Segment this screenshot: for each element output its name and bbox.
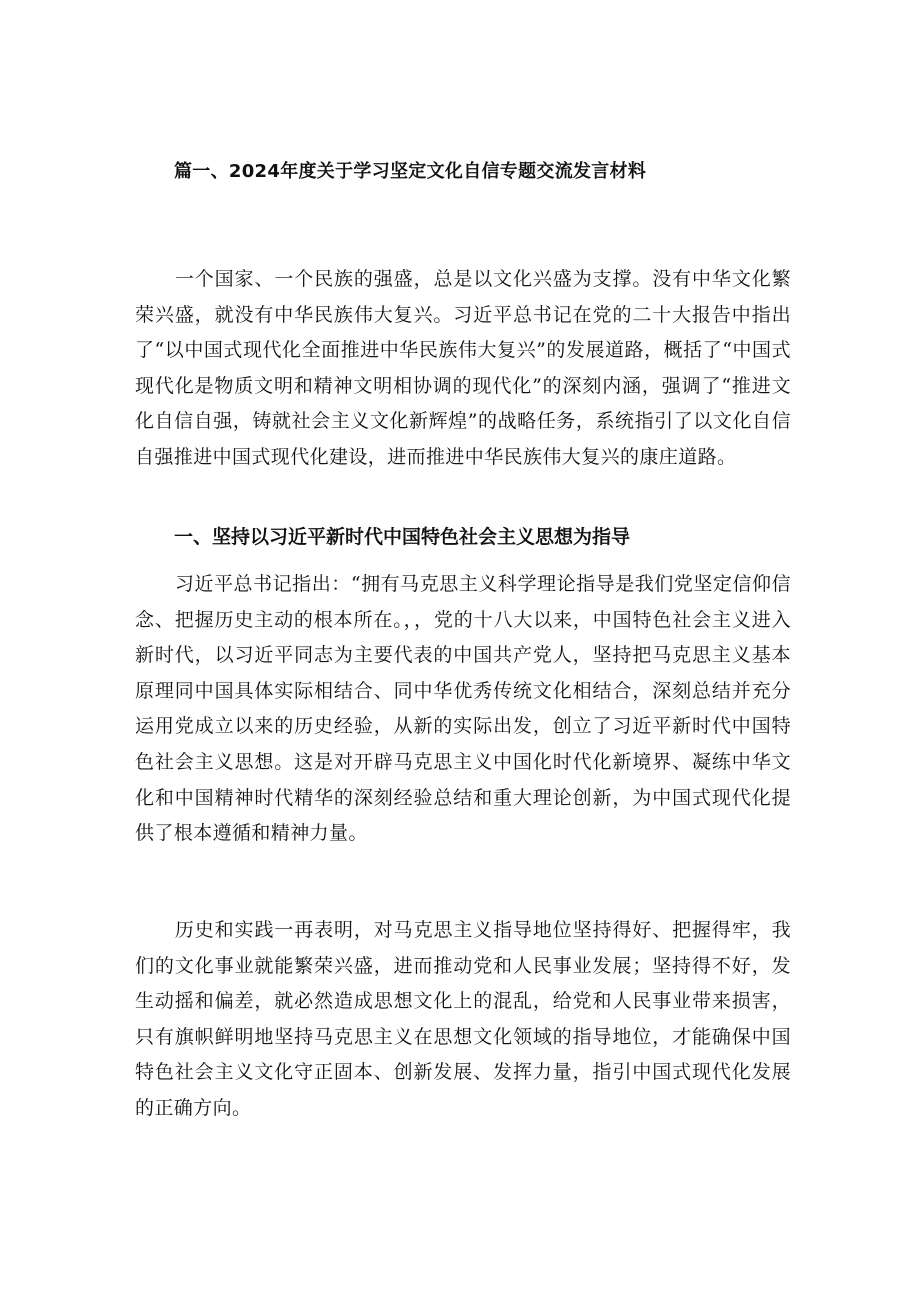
intro-paragraph: 一个国家、一个民族的强盛，总是以文化兴盛为支撑。没有中华文化繁荣兴盛，就没有中华民族伟大复兴。习近平总书记在党的二十大报告中指出了“以中国式现代化全面推进中华民族伟大复兴”的发展道路，概括了“中国式现代化是物质文明和精神文明相协调的现代化”的深刻内涵，强调了“推进文化自信自强，铸就社会主义文化新辉煌”的战略任务，系统指引了以文化自信自强推进中国式现代化建设，进而推进中华民族伟大复兴的康庄道路。 xyxy=(135,268,791,468)
document-title: 篇一、2024年度关于学习坚定文化自信专题交流发言材料 xyxy=(174,161,647,182)
body-paragraph-1: 习近平总书记指出：“拥有马克思主义科学理论指导是我们党坚定信仰信念、把握历史主动的根本所在。，，党的十八大以来，中国特色社会主义进入新时代，以习近平同志为主要代表的中国共产党人，坚持把马克思主义基本原理同中国具体实际相结合、同中华优秀传统文化相结合，深刻总结并充分运用党成立以来的历史经验，从新的实际出发，创立了习近平新时代中国特色社会主义思想。这是对开辟马克思主义中国化时代化新境界、凝练中华文化和中国精神时代精华的深刻经验总结和重大理论创新，为中国式现代化提供了根本遵循和精神力量。 xyxy=(135,573,791,845)
section-heading-1: 一、坚持以习近平新时代中国特色社会主义思想为指导 xyxy=(174,526,631,548)
body-paragraph-2: 历史和实践一再表明，对马克思主义指导地位坚持得好、把握得牢，我们的文化事业就能繁荣兴盛，进而推动党和人民事业发展；坚持得不好，发生动摇和偏差，就必然造成思想文化上的混乱，给党和人民事业带来损害，只有旗帜鲜明地坚持马克思主义在思想文化领域的指导地位，才能确保中国特色社会主义文化守正固本、创新发展、发挥力量，指引中国式现代化发展的正确方向。 xyxy=(135,919,791,1119)
